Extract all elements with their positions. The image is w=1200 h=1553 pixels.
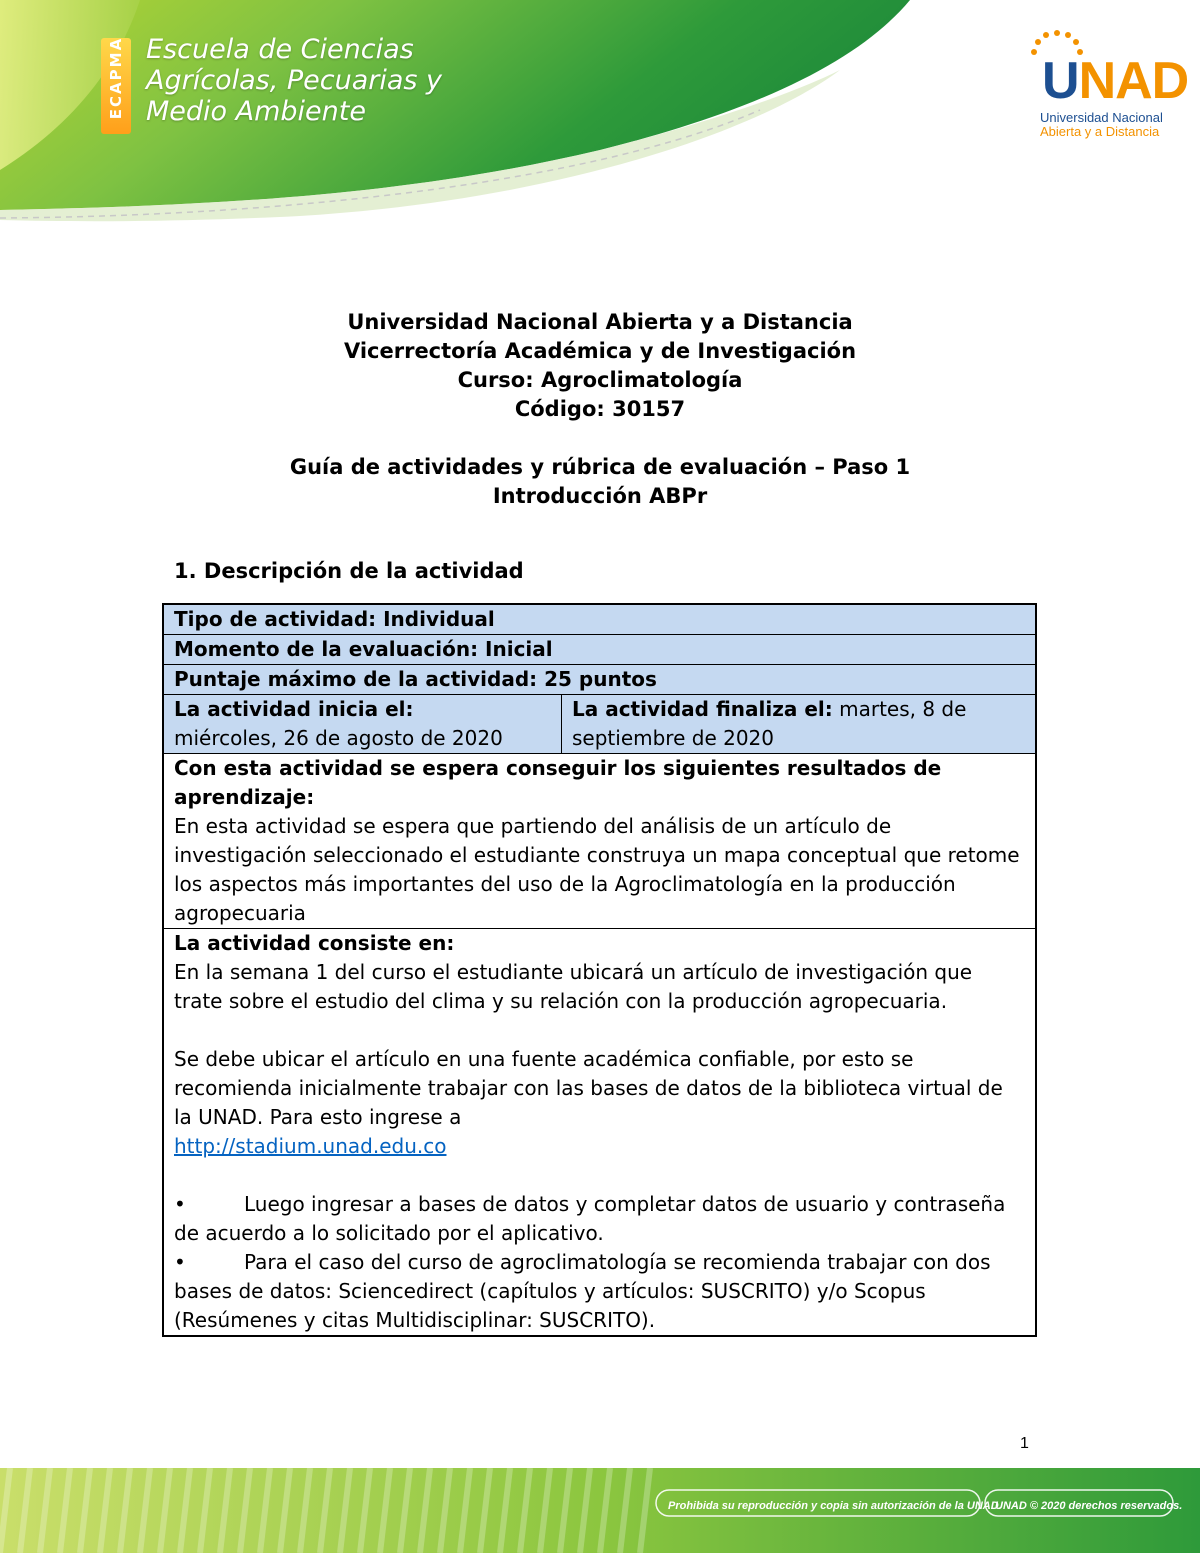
activity-description-p2: Se debe ubicar el artículo en una fuente académica confiable, por esto se recomienda inicialmente trabajar con las bases de datos de la biblioteca virtual de la UNAD. Para esto ingrese a: [174, 1047, 1003, 1129]
university-name: Universidad Nacional Abierta y a Distancia: [347, 310, 853, 334]
learning-results-row: [164, 754, 1035, 929]
end-date-label: La actividad finaliza el:: [572, 697, 833, 721]
page-number: 1: [1020, 1435, 1029, 1452]
school-name-line-1: Escuela de Ciencias: [146, 34, 414, 65]
bullet-item-2: [174, 1248, 1025, 1335]
footer-copyright-notice: Prohibida su reproducción y copia sin autorización de la UNAD.: [668, 1500, 1002, 1512]
learning-results-text: En esta actividad se espera que partiendo del análisis de un artículo de investigación seleccionado el estudiante construya un mapa conceptual que retome los aspectos más importantes del uso de la Agroclimatología en la producción agropecuaria: [174, 814, 1020, 925]
activity-description-label: La actividad consiste en:: [174, 931, 455, 955]
bullet-icon: •: [174, 1250, 186, 1274]
start-date-cell: [164, 695, 562, 753]
guide-title-line-1: Guía de actividades y rúbrica de evaluación – Paso 1: [289, 455, 911, 479]
evaluation-moment-row: Momento de la evaluación: Inicial: [164, 635, 1035, 665]
activity-description-row: [164, 929, 1035, 1335]
section-heading: 1. Descripción de la actividad: [174, 559, 524, 583]
end-date-value: martes, 8 de septiembre de 2020: [572, 697, 967, 750]
title-block: [150, 308, 1050, 511]
guide-title-line-2: Introducción ABPr: [492, 484, 708, 508]
dates-row: [164, 695, 1035, 754]
unad-logo-line-1: Universidad Nacional: [1040, 110, 1163, 125]
activity-description-p1: En la semana 1 del curso el estudiante ubicará un artículo de investigación que trate sobre el estudio del clima y su relación con la producción agropecuaria.: [174, 960, 973, 1013]
header-banner: [0, 0, 1200, 230]
unad-logo-line-2: Abierta y a Distancia: [1040, 124, 1160, 139]
max-score-row: Puntaje máximo de la actividad: 25 puntos: [164, 665, 1035, 695]
school-name-line-3: Medio Ambiente: [146, 96, 366, 127]
start-date-value: miércoles, 26 de agosto de 2020: [174, 726, 503, 750]
ecapma-label: ECAPMA: [107, 36, 125, 120]
unad-wordmark: UNAD: [1042, 52, 1189, 110]
footer-rights: UNAD © 2020 derechos reservados.: [995, 1500, 1183, 1512]
activity-table: [162, 603, 1037, 1337]
end-date-cell: [562, 695, 1035, 753]
start-date-label: La actividad inicia el:: [174, 697, 414, 721]
stadium-link[interactable]: http://stadium.unad.edu.co: [174, 1134, 447, 1158]
school-name-line-2: Agrícolas, Pecuarias y: [146, 65, 443, 96]
unad-logo: [1028, 30, 1189, 139]
course-name: Curso: Agroclimatología: [457, 368, 743, 392]
bullet-item-1-text: Luego ingresar a bases de datos y completar datos de usuario y contraseña de acuerdo a lo solicitado por el aplicativo.: [174, 1192, 1006, 1245]
bullet-item-1: [174, 1190, 1025, 1248]
learning-results-label: Con esta actividad se espera conseguir los siguientes resultados de aprendizaje:: [174, 756, 942, 809]
vicerrectoria: Vicerrectoría Académica y de Investigación: [343, 339, 857, 363]
bullet-item-2-text: Para el caso del curso de agroclimatología se recomienda trabajar con dos bases de datos: Sciencedirect (capítulos y artículos: SUSCRITO) y/o Scopus (Resúmenes y citas Multidisciplinar: SUSCRITO).: [174, 1250, 991, 1332]
course-code: Código: 30157: [514, 397, 686, 421]
school-name: [146, 34, 442, 127]
activity-type-row: Tipo de actividad: Individual: [164, 605, 1035, 635]
bullet-icon: •: [174, 1192, 186, 1216]
